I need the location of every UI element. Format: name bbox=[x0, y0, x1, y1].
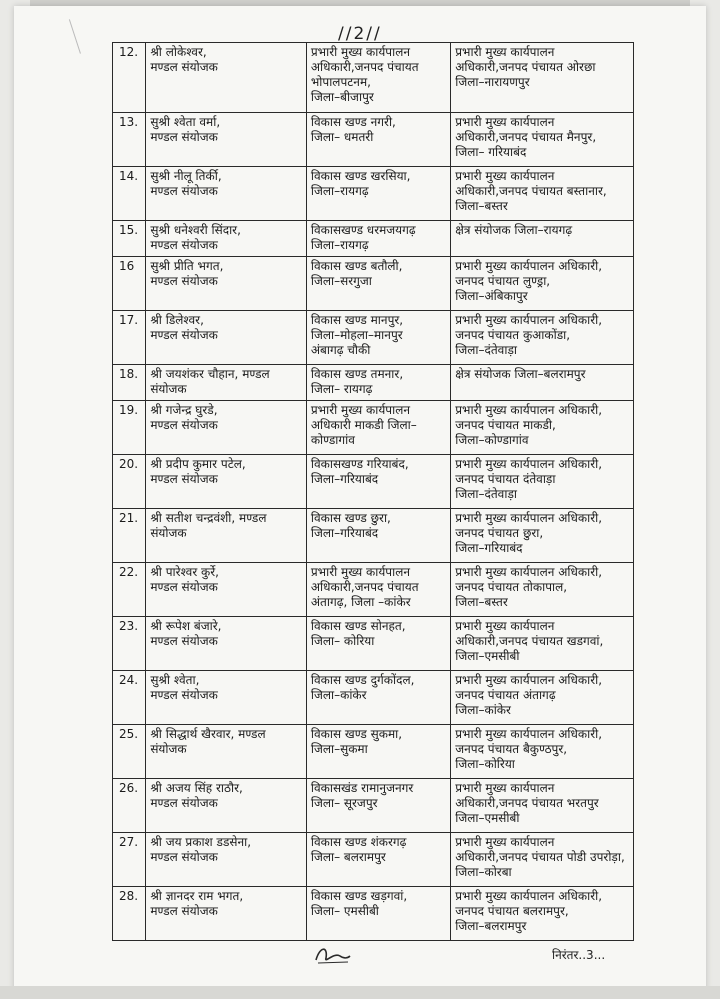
name-cell bbox=[146, 617, 307, 671]
new-posting: क्षेत्र संयोजक जिला–बलरामपुर bbox=[455, 367, 586, 381]
table-row bbox=[113, 887, 634, 941]
name-cell bbox=[146, 455, 307, 509]
signature-mark bbox=[312, 944, 352, 966]
name-cell bbox=[146, 311, 307, 365]
current-posting: विकास खण्ड शंकरगढ़ जिला– बलरामपुर bbox=[310, 835, 407, 864]
new-posting-cell bbox=[451, 833, 634, 887]
serial-number: 15. bbox=[119, 223, 139, 237]
table-row bbox=[113, 671, 634, 725]
serial-cell bbox=[113, 257, 146, 311]
continuation-note: निरंतर..3... bbox=[552, 948, 606, 962]
current-posting: विकास खण्ड सुकमा, जिला–सुकमा bbox=[310, 727, 403, 756]
serial-number: 24. bbox=[119, 673, 139, 687]
new-posting-cell bbox=[451, 779, 634, 833]
serial-number: 12. bbox=[119, 45, 139, 59]
officer-name: श्री सतीश चन्द्रवंशी, मण्डल संयोजक bbox=[150, 511, 267, 540]
current-posting: प्रभारी मुख्य कार्यपालन अधिकारी,जनपद पंचायत भोपालपटनम, जिला–बीजापुर bbox=[310, 45, 419, 104]
new-posting-cell bbox=[451, 365, 634, 401]
name-cell bbox=[146, 113, 307, 167]
serial-cell bbox=[113, 401, 146, 455]
current-posting: प्रभारी मुख्य कार्यपालन अधिकारी,जनपद पंचायत अंतागढ़, जिला –कांकेर bbox=[310, 565, 419, 609]
new-posting: प्रभारी मुख्य कार्यपालन अधिकारी, जनपद पंचायत अंतागढ़ जिला–कांकेर bbox=[455, 673, 603, 717]
serial-number: 13. bbox=[119, 115, 139, 129]
new-posting: प्रभारी मुख्य कार्यपालन अधिकारी, जनपद पंचायत दंतेवाड़ा जिला–दंतेवाड़ा bbox=[455, 457, 603, 501]
new-posting-cell bbox=[451, 311, 634, 365]
current-posting: विकास खण्ड मानपुर, जिला–मोहला–मानपुर अंबागढ़ चौकी bbox=[310, 313, 404, 357]
serial-number: 25. bbox=[119, 727, 139, 741]
table-row bbox=[113, 617, 634, 671]
current-posting: विकास खण्ड दुर्गकोंदल, जिला–कांकेर bbox=[310, 673, 415, 702]
table-row bbox=[113, 311, 634, 365]
current-posting-cell bbox=[306, 725, 450, 779]
officer-name: सुश्री श्वेता, मण्डल संयोजक bbox=[150, 673, 218, 702]
serial-cell bbox=[113, 365, 146, 401]
new-posting: प्रभारी मुख्य कार्यपालन अधिकारी, जनपद पंचायत माकडी, जिला–कोण्डागांव bbox=[455, 403, 603, 447]
table-row bbox=[113, 833, 634, 887]
current-posting-cell bbox=[306, 779, 450, 833]
officer-name: श्री ज्ञानदर राम भगत, मण्डल संयोजक bbox=[150, 889, 244, 918]
current-posting-cell bbox=[306, 887, 450, 941]
table-row bbox=[113, 509, 634, 563]
officer-name: श्री डिलेश्वर, मण्डल संयोजक bbox=[150, 313, 218, 342]
current-posting-cell bbox=[306, 113, 450, 167]
new-posting: प्रभारी मुख्य कार्यपालन अधिकारी,जनपद पंचायत खडगवां, जिला–एमसीबी bbox=[455, 619, 604, 663]
officer-name: सुश्री धनेश्वरी सिंदार, मण्डल संयोजक bbox=[150, 223, 241, 252]
current-posting: विकासखण्ड गरियाबंद, जिला–गरियाबंद bbox=[310, 457, 409, 486]
new-posting: प्रभारी मुख्य कार्यपालन अधिकारी,जनपद पंचायत मैनपुर, जिला– गरियाबंद bbox=[455, 115, 597, 159]
current-posting-cell bbox=[306, 365, 450, 401]
name-cell bbox=[146, 221, 307, 257]
serial-number: 27. bbox=[119, 835, 139, 849]
table-row bbox=[113, 257, 634, 311]
new-posting: प्रभारी मुख्य कार्यपालन अधिकारी, जनपद पंचायत तोकापाल, जिला–बस्तर bbox=[455, 565, 603, 609]
officer-name: सुश्री नीलू तिर्की, मण्डल संयोजक bbox=[150, 169, 222, 198]
name-cell bbox=[146, 401, 307, 455]
serial-cell bbox=[113, 833, 146, 887]
serial-cell bbox=[113, 221, 146, 257]
officer-name: श्री पारेश्वर कुर्रे, मण्डल संयोजक bbox=[150, 565, 219, 594]
new-posting: प्रभारी मुख्य कार्यपालन अधिकारी, जनपद पंचायत छुरा, जिला–गरियाबंद bbox=[455, 511, 603, 555]
serial-cell bbox=[113, 43, 146, 113]
current-posting-cell bbox=[306, 833, 450, 887]
officer-name: सुश्री प्रीति भगत, मण्डल संयोजक bbox=[150, 259, 224, 288]
current-posting-cell bbox=[306, 257, 450, 311]
serial-cell bbox=[113, 671, 146, 725]
new-posting: प्रभारी मुख्य कार्यपालन अधिकारी, जनपद पंचायत बैकुण्ठपुर, जिला–कोरिया bbox=[455, 727, 603, 771]
table-row bbox=[113, 779, 634, 833]
serial-number: 22. bbox=[119, 565, 139, 579]
current-posting-cell bbox=[306, 455, 450, 509]
page-fold-mark bbox=[69, 14, 96, 53]
table-row bbox=[113, 43, 634, 113]
current-posting-cell bbox=[306, 221, 450, 257]
new-posting: क्षेत्र संयोजक जिला–रायगढ़ bbox=[455, 223, 573, 237]
name-cell bbox=[146, 509, 307, 563]
officer-name: श्री गजेन्द्र घुरडे, मण्डल संयोजक bbox=[150, 403, 218, 432]
officer-name: श्री जय प्रकाश डडसेना, मण्डल संयोजक bbox=[150, 835, 252, 864]
new-posting: प्रभारी मुख्य कार्यपालन अधिकारी,जनपद पंचायत ओरछा जिला–नारायणपुर bbox=[455, 45, 596, 89]
name-cell bbox=[146, 365, 307, 401]
new-posting-cell bbox=[451, 671, 634, 725]
current-posting: विकास खण्ड खड़गवां, जिला– एमसीबी bbox=[310, 889, 408, 918]
current-posting-cell bbox=[306, 167, 450, 221]
name-cell bbox=[146, 257, 307, 311]
page-number: //2// bbox=[338, 24, 382, 44]
current-posting-cell bbox=[306, 563, 450, 617]
current-posting-cell bbox=[306, 401, 450, 455]
serial-cell bbox=[113, 887, 146, 941]
serial-cell bbox=[113, 563, 146, 617]
new-posting-cell bbox=[451, 725, 634, 779]
serial-cell bbox=[113, 779, 146, 833]
scanner-bottom-shade bbox=[0, 986, 720, 999]
new-posting-cell bbox=[451, 257, 634, 311]
transfer-table-body bbox=[113, 43, 634, 941]
table-row bbox=[113, 113, 634, 167]
new-posting: प्रभारी मुख्य कार्यपालन अधिकारी,जनपद पंचायत भरतपुर जिला–एमसीबी bbox=[455, 781, 599, 825]
serial-number: 14. bbox=[119, 169, 139, 183]
current-posting: विकासखंड रामानुजनगर जिला– सूरजपुर bbox=[310, 781, 414, 810]
new-posting: प्रभारी मुख्य कार्यपालन अधिकारी, जनपद पंचायत कुआकोंडा, जिला–दंतेवाड़ा bbox=[455, 313, 603, 357]
serial-number: 18. bbox=[119, 367, 139, 381]
name-cell bbox=[146, 43, 307, 113]
new-posting: प्रभारी मुख्य कार्यपालन अधिकारी,जनपद पंचायत बस्तानार, जिला–बस्तर bbox=[455, 169, 607, 213]
serial-number: 26. bbox=[119, 781, 139, 795]
new-posting-cell bbox=[451, 401, 634, 455]
serial-cell bbox=[113, 725, 146, 779]
serial-number: 17. bbox=[119, 313, 139, 327]
current-posting-cell bbox=[306, 311, 450, 365]
new-posting: प्रभारी मुख्य कार्यपालन अधिकारी, जनपद पंचायत लुण्ड्रा, जिला–अंबिकापुर bbox=[455, 259, 603, 303]
serial-cell bbox=[113, 617, 146, 671]
new-posting-cell bbox=[451, 43, 634, 113]
new-posting-cell bbox=[451, 887, 634, 941]
current-posting: विकास खण्ड छुरा, जिला–गरियाबंद bbox=[310, 511, 391, 540]
serial-number: 23. bbox=[119, 619, 139, 633]
new-posting: प्रभारी मुख्य कार्यपालन अधिकारी, जनपद पंचायत बलरामपुर, जिला–बलरामपुर bbox=[455, 889, 603, 933]
name-cell bbox=[146, 167, 307, 221]
current-posting: विकास खण्ड बतौली, जिला–सरगुजा bbox=[310, 259, 403, 288]
officer-name: श्री प्रदीप कुमार पटेल, मण्डल संयोजक bbox=[150, 457, 246, 486]
new-posting-cell bbox=[451, 167, 634, 221]
officer-name: श्री रूपेश बंजारे, मण्डल संयोजक bbox=[150, 619, 222, 648]
current-posting: विकास खण्ड सोनहत, जिला– कोरिया bbox=[310, 619, 406, 648]
serial-number: 28. bbox=[119, 889, 139, 903]
new-posting: प्रभारी मुख्य कार्यपालन अधिकारी,जनपद पंचायत पोडी उपरोड़ा, जिला–कोरबा bbox=[455, 835, 625, 879]
name-cell bbox=[146, 725, 307, 779]
name-cell bbox=[146, 779, 307, 833]
current-posting-cell bbox=[306, 617, 450, 671]
officer-name: श्री सिद्धार्थ खैरवार, मण्डल संयोजक bbox=[150, 727, 266, 756]
serial-cell bbox=[113, 455, 146, 509]
serial-cell bbox=[113, 311, 146, 365]
current-posting: विकास खण्ड तमनार, जिला– रायगढ़ bbox=[310, 367, 404, 396]
officer-name: श्री अजय सिंह राठौर, मण्डल संयोजक bbox=[150, 781, 243, 810]
new-posting-cell bbox=[451, 617, 634, 671]
serial-cell bbox=[113, 509, 146, 563]
transfer-table bbox=[112, 42, 634, 941]
current-posting: विकासखण्ड धरमजयगढ़ जिला–रायगढ़ bbox=[310, 223, 416, 252]
officer-name: श्री जयशंकर चौहान, मण्डल संयोजक bbox=[150, 367, 270, 396]
current-posting-cell bbox=[306, 671, 450, 725]
new-posting-cell bbox=[451, 221, 634, 257]
name-cell bbox=[146, 563, 307, 617]
serial-number: 20. bbox=[119, 457, 139, 471]
current-posting: प्रभारी मुख्य कार्यपालन अधिकारी माकडी जिला–कोण्डागांव bbox=[310, 403, 417, 447]
name-cell bbox=[146, 887, 307, 941]
table-row bbox=[113, 167, 634, 221]
current-posting-cell bbox=[306, 43, 450, 113]
new-posting-cell bbox=[451, 455, 634, 509]
table-row bbox=[113, 563, 634, 617]
current-posting: विकास खण्ड नगरी, जिला– धमतरी bbox=[310, 115, 396, 144]
current-posting: विकास खण्ड खरसिया, जिला–रायगढ़ bbox=[310, 169, 411, 198]
officer-name: सुश्री श्वेता वर्मा, मण्डल संयोजक bbox=[150, 115, 221, 144]
serial-number: 19. bbox=[119, 403, 139, 417]
serial-cell bbox=[113, 113, 146, 167]
serial-cell bbox=[113, 167, 146, 221]
current-posting-cell bbox=[306, 509, 450, 563]
new-posting-cell bbox=[451, 113, 634, 167]
new-posting-cell bbox=[451, 563, 634, 617]
table-row bbox=[113, 365, 634, 401]
table-row bbox=[113, 401, 634, 455]
name-cell bbox=[146, 833, 307, 887]
serial-number: 16 bbox=[119, 259, 135, 273]
name-cell bbox=[146, 671, 307, 725]
new-posting-cell bbox=[451, 509, 634, 563]
table-row bbox=[113, 221, 634, 257]
table-row bbox=[113, 455, 634, 509]
table-row bbox=[113, 725, 634, 779]
serial-number: 21. bbox=[119, 511, 139, 525]
officer-name: श्री लोकेश्वर, मण्डल संयोजक bbox=[150, 45, 218, 74]
